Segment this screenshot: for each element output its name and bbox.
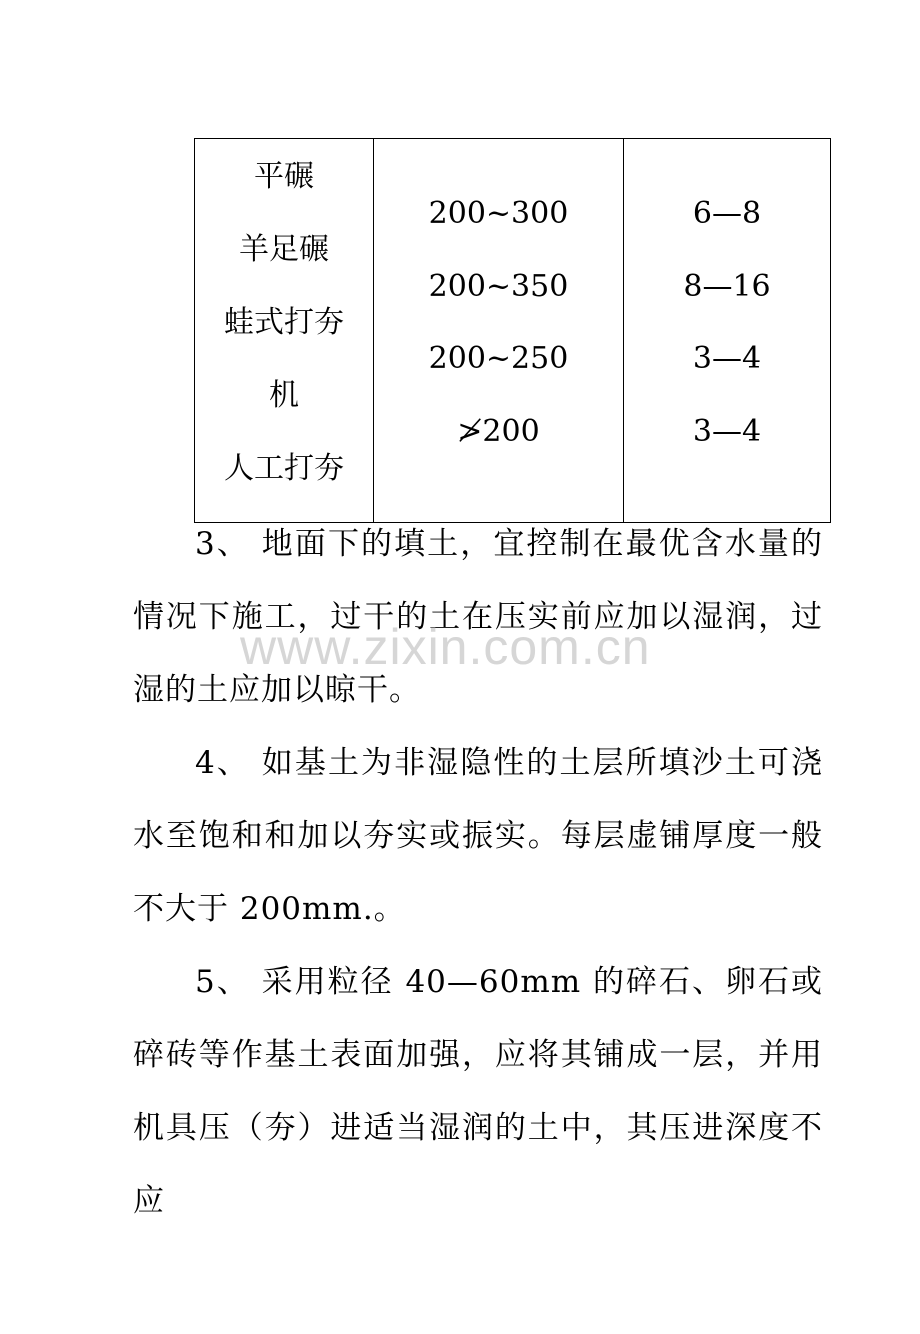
compaction-table bbox=[194, 138, 831, 523]
passes-value: 6—8 bbox=[692, 196, 762, 231]
thickness-value: 200~350 bbox=[428, 268, 569, 304]
thickness-value: 200~250 bbox=[428, 341, 569, 376]
passes-value: 3—4 bbox=[692, 341, 762, 376]
machine-name: 人工打夯 bbox=[224, 451, 344, 486]
machine-column bbox=[195, 139, 374, 523]
passes-column bbox=[624, 139, 831, 523]
passes-value: 3—4 bbox=[692, 413, 762, 449]
table-row bbox=[195, 139, 831, 523]
thickness-value: 200~300 bbox=[428, 196, 569, 231]
thickness-column bbox=[374, 139, 624, 523]
passes-value: 8—16 bbox=[683, 268, 771, 304]
machine-name: 平碾 bbox=[254, 159, 314, 194]
thickness-value: ≯200 bbox=[457, 413, 540, 449]
machine-name: 蛙式打夯 bbox=[224, 305, 344, 340]
machine-name: 羊足碾 bbox=[239, 232, 329, 267]
watermark: www.zixin.com.cn bbox=[240, 619, 651, 675]
paragraph-4: 4、 如基土为非湿隐性的土层所填沙土可浇水至饱和和加以夯实或振实。每层虚铺厚度一般不大于 200mm.。 bbox=[133, 745, 823, 927]
machine-name: 机 bbox=[269, 378, 299, 413]
paragraph-5: 5、 采用粒径 40—60mm 的碎石、卵石或碎砖等作基土表面加强，应将其铺成一层，并用机具压（夯）进适当湿润的土中，其压进深度不应 bbox=[133, 964, 823, 1219]
paragraph-3: 3、 地面下的填土，宜控制在最优含水量的情况下施工，过干的土在压实前应加以湿润，过湿的土应加以晾干。 bbox=[133, 526, 823, 708]
